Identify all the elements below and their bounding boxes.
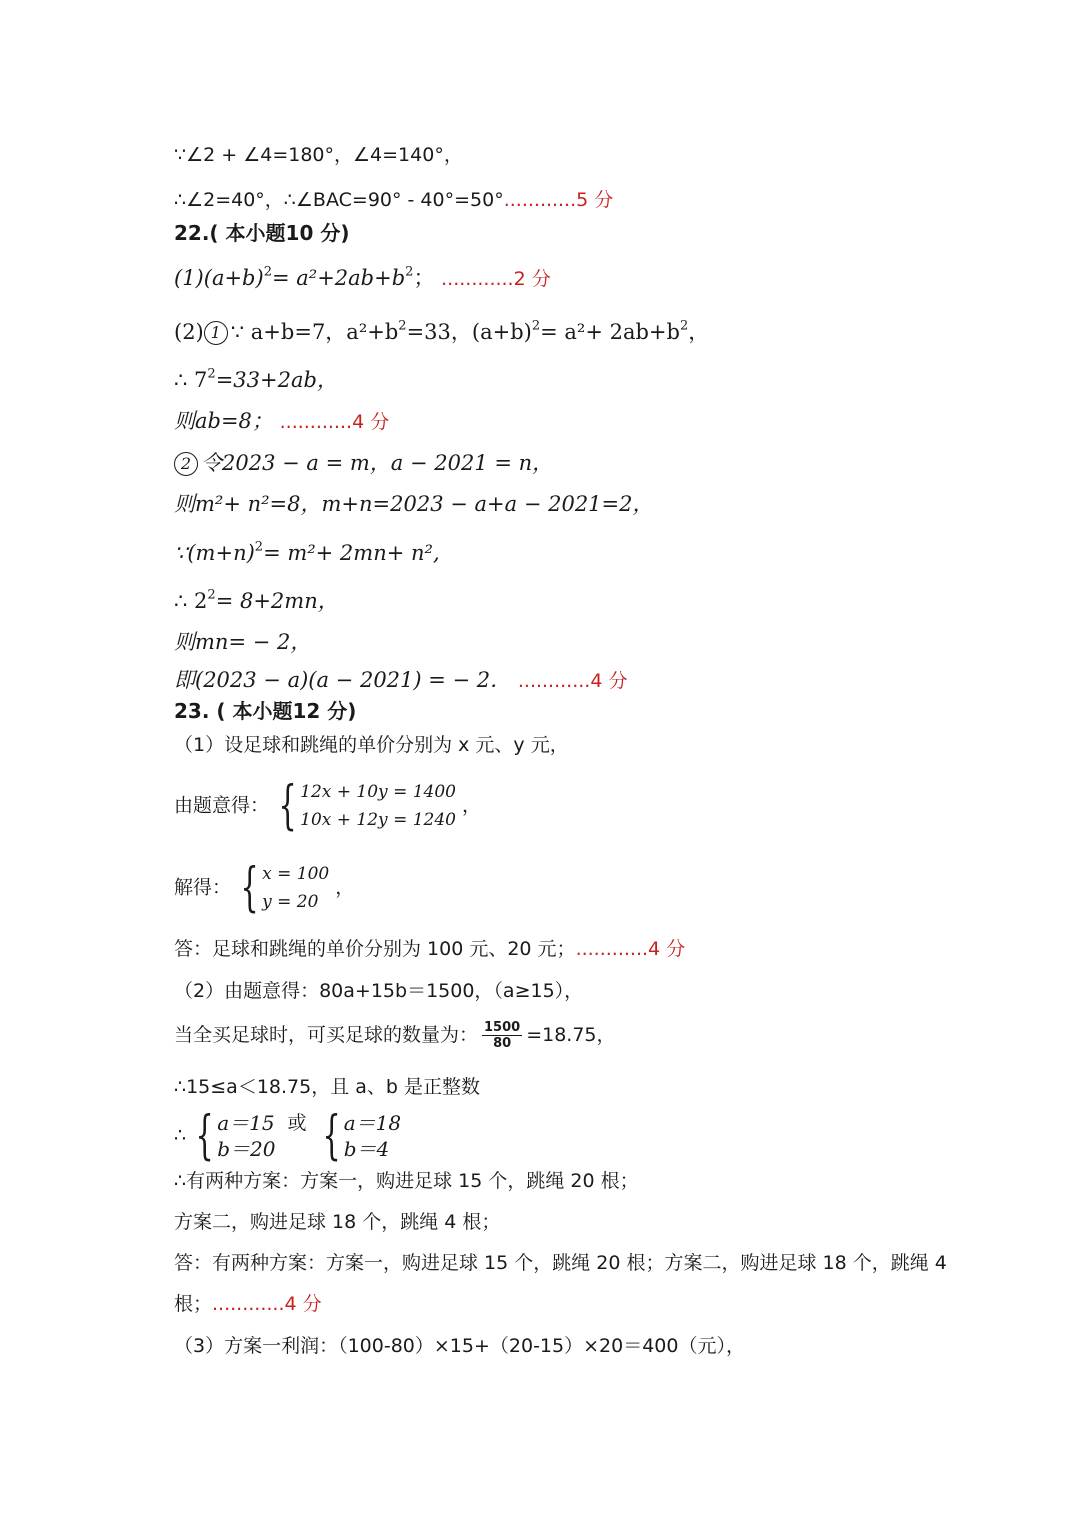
score-mark: ............4 分 xyxy=(279,411,390,433)
score-mark: ............5 分 xyxy=(503,189,614,211)
solution-system xyxy=(237,860,329,916)
brace-icon: { xyxy=(195,1106,214,1166)
exponent: 2 xyxy=(531,318,541,334)
solution-x: x = 100 xyxy=(262,864,330,884)
q23-cases xyxy=(174,1106,402,1166)
brace-icon: { xyxy=(278,776,297,836)
q22-part1-lhs: (1)(a+b) xyxy=(174,266,264,290)
comma: ， xyxy=(462,794,482,817)
q23-part2-setup: （2）由题意得：80a+15b＝1500，（a≥15）， xyxy=(174,980,584,1002)
therefore-seven: ∴ 7 xyxy=(174,368,208,392)
case1-b: b＝20 xyxy=(217,1137,276,1161)
q23-equation-system xyxy=(174,778,481,834)
therefore: ∴ xyxy=(174,1124,187,1147)
exponent: 2 xyxy=(405,264,414,280)
answer-text: 答：足球和跳绳的单价分别为 100 元、20 元； xyxy=(174,938,576,960)
case2-a: a＝18 xyxy=(343,1111,402,1135)
exponent: 2 xyxy=(679,318,689,334)
brace-icon: { xyxy=(322,1106,341,1166)
final-result: 即(2023 − a)(a − 2021) = − 2． xyxy=(174,668,512,692)
answer-cont: 根； xyxy=(174,1293,213,1315)
substitution: 令2023 − a = m，a − 2021 = n， xyxy=(201,451,554,475)
q22-part1-rhs: = a²+2ab+b xyxy=(271,266,406,290)
brace-icon: { xyxy=(240,858,259,918)
expansion: = a²+ 2ab+b xyxy=(540,320,680,344)
q23-range: ∴15≤a＜18.75，且 a、b 是正整数 xyxy=(174,1076,481,1098)
mn-expansion: = m²+ 2mn+ n², xyxy=(263,541,440,565)
q23-all-football xyxy=(174,1020,616,1051)
all-football-text: 当全买足球时，可买足球的数量为： xyxy=(174,1024,479,1046)
q23-plans: ∴有两种方案：方案一，购进足球 15 个，跳绳 20 根； xyxy=(174,1170,639,1192)
q22-line-7-squared xyxy=(174,367,338,393)
fraction-result: =18.75， xyxy=(526,1024,616,1046)
line-angle-bac xyxy=(174,187,613,213)
score-mark: ............2 分 xyxy=(441,268,551,290)
part-label: (2) xyxy=(174,320,204,344)
q23-answer-2-cont xyxy=(174,1291,322,1317)
q22-line-2-squared xyxy=(174,588,339,614)
q22-final xyxy=(174,667,627,694)
q22-part2-2 xyxy=(174,450,553,476)
equation-1: 12x + 10y = 1400 xyxy=(300,782,456,802)
line-angle-sum: ∵∠2 + ∠4=180°，∠4=140°， xyxy=(174,144,463,166)
ab-result: 则ab=8； xyxy=(174,409,273,433)
equation: =33+2ab， xyxy=(215,368,338,392)
exponent: 2 xyxy=(207,366,216,382)
q23-plan-2: 方案二，购进足球 18 个，跳绳 4 根； xyxy=(174,1211,501,1233)
question-23-title: 23. ( 本小题12 分) xyxy=(174,699,357,723)
comma: ， xyxy=(335,876,355,899)
given-sum: ∵ a+b=7，a²+b xyxy=(230,320,399,344)
solution-label: 解得： xyxy=(174,876,232,899)
fraction xyxy=(482,1020,522,1051)
fraction-numerator: 1500 xyxy=(484,1020,521,1035)
score-mark: ............4 分 xyxy=(517,670,628,692)
case1-a: a＝15 xyxy=(217,1111,275,1135)
q23-answer-1 xyxy=(174,936,685,962)
equation: = 8+2mn， xyxy=(215,589,339,613)
circled-number-1: 1 xyxy=(204,321,228,345)
exponent: 2 xyxy=(207,587,216,603)
exponent: 2 xyxy=(254,539,264,555)
circled-number-2: 2 xyxy=(174,452,198,476)
q23-solution-system xyxy=(174,860,354,916)
system-label: 由题意得： xyxy=(174,794,270,817)
score-mark: ............4 分 xyxy=(212,1293,322,1315)
solution-y: y = 20 xyxy=(262,892,319,912)
q22-part2-1 xyxy=(174,319,709,345)
equation-system xyxy=(275,778,456,834)
question-22-title: 22.( 本小题10 分) xyxy=(174,221,350,245)
equation-2: 10x + 12y = 1240 xyxy=(300,810,456,830)
q22-line-ab xyxy=(174,408,389,435)
case2-b: b＝4 xyxy=(343,1137,390,1161)
comma: ， xyxy=(688,320,710,344)
fraction-denominator: 80 xyxy=(493,1036,512,1051)
semicolon: ； xyxy=(413,266,435,290)
case-system-1 xyxy=(192,1106,276,1166)
angle-bac-text: ∴∠2=40°，∴∠BAC=90° - 40°=50° xyxy=(174,189,504,211)
q23-part3: （3）方案一利润：（100-80）×15+（20-15）×20＝400（元）， xyxy=(174,1335,745,1357)
score-mark: ............4 分 xyxy=(575,938,686,960)
q23-answer-2: 答：有两种方案：方案一，购进足球 15 个，跳绳 20 根；方案二，购进足球 18 个，跳绳 4 xyxy=(174,1252,947,1274)
q22-line-mn-result: 则mn= − 2， xyxy=(174,630,312,654)
mn-square: ∵(m+n) xyxy=(174,541,255,565)
q22-part1 xyxy=(174,265,551,292)
given-square-sum: =33，(a+b) xyxy=(406,320,532,344)
case-system-2 xyxy=(319,1106,402,1166)
therefore-two: ∴ 2 xyxy=(174,589,208,613)
q22-line-mn: 则m²+ n²=8，m+n=2023 − a+a − 2021=2， xyxy=(174,492,654,516)
or-text: 或 xyxy=(287,1112,307,1134)
exponent: 2 xyxy=(398,318,407,334)
exponent: 2 xyxy=(263,264,272,280)
q23-part1-setup: （1）设足球和跳绳的单价分别为 x 元、y 元， xyxy=(174,734,569,756)
q22-line-expand xyxy=(174,540,440,566)
